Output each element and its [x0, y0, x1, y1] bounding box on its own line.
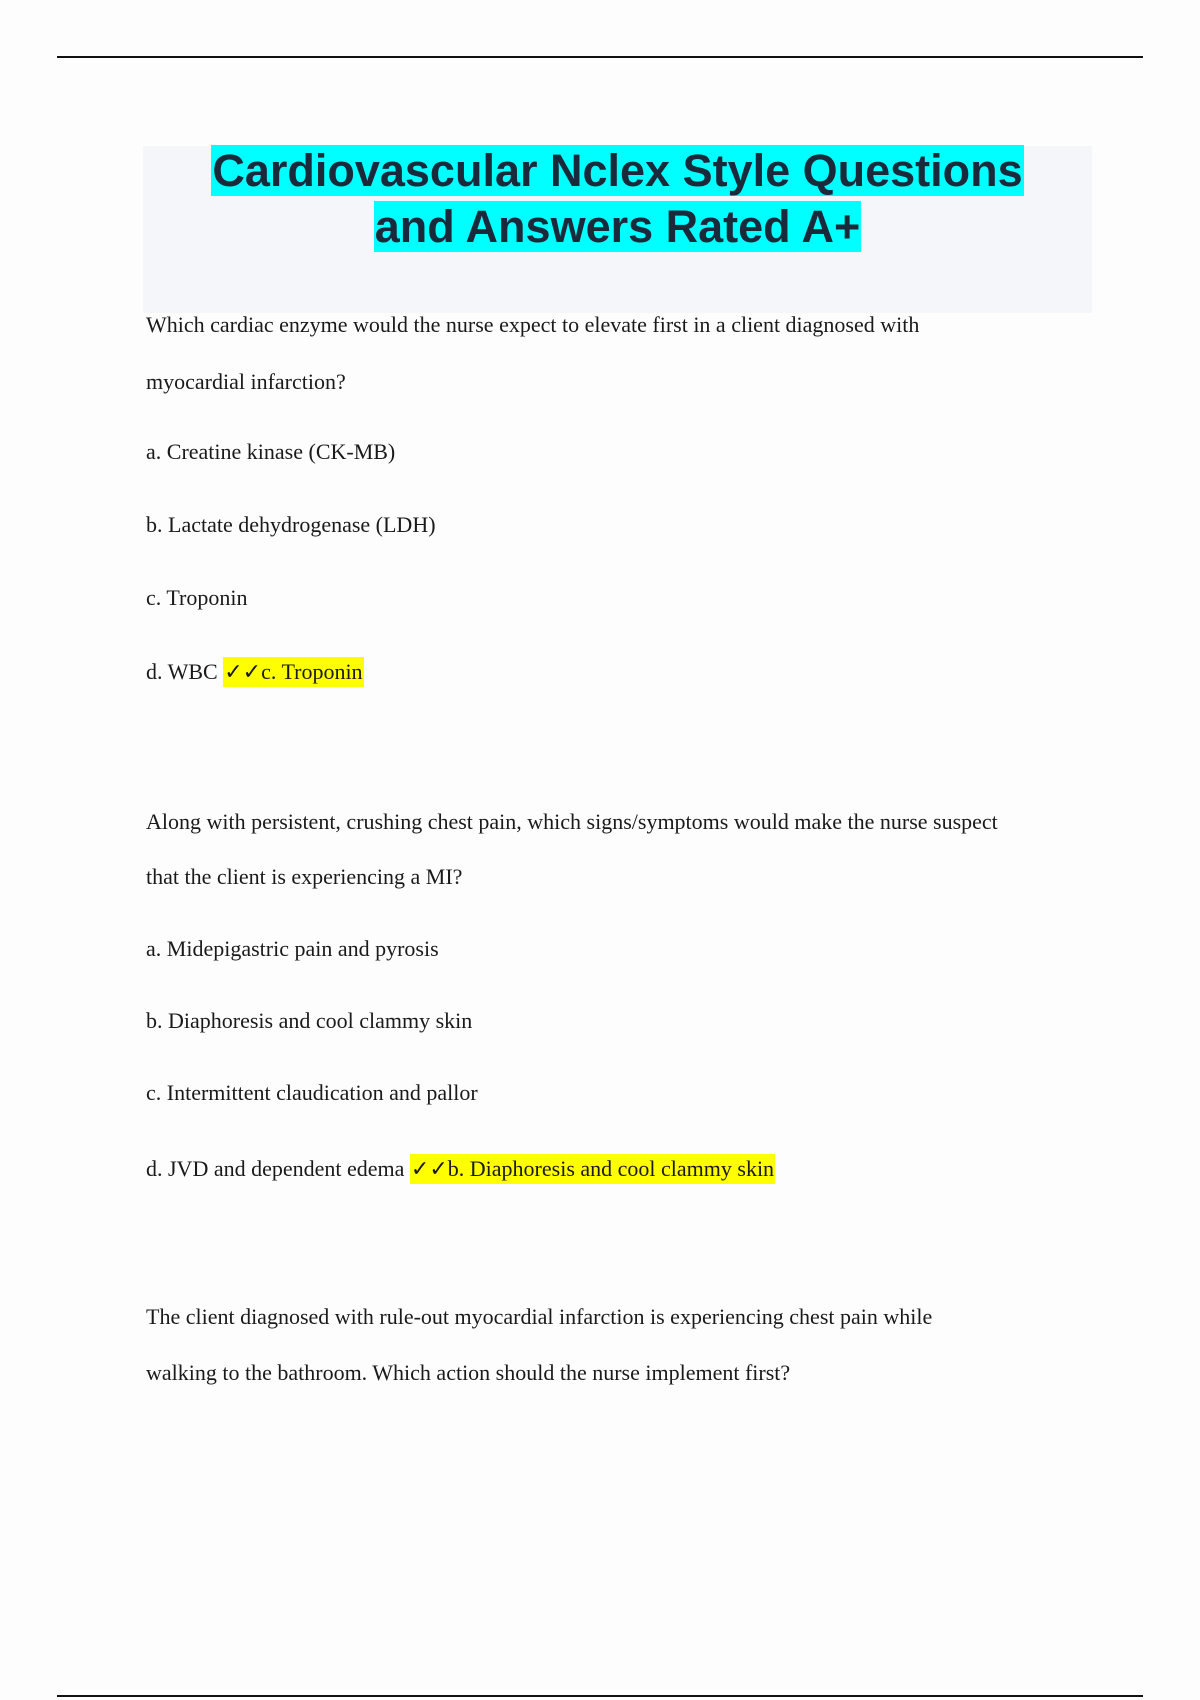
question-1-option-c: c. Troponin [146, 585, 248, 610]
question-2-option-d-line [146, 1155, 775, 1183]
question-2-option-b: b. Diaphoresis and cool clammy skin [146, 1008, 473, 1033]
question-1-option-d-line [146, 658, 364, 686]
question-2-option-d: d. JVD and dependent edema [146, 1156, 405, 1181]
title-line-2: and Answers Rated A+ [374, 201, 861, 252]
question-1-stem-line-2: myocardial infarction? [146, 369, 346, 394]
question-1-stem-line-1: Which cardiac enzyme would the nurse expect to elevate first in a client diagnosed with [146, 312, 920, 337]
question-2-answer-highlight: ✓✓b. Diaphoresis and cool clammy skin [410, 1154, 775, 1184]
question-1-option-d: d. WBC [146, 659, 218, 684]
header-rule [57, 56, 1143, 58]
question-1-answer-highlight: ✓✓c. Troponin [223, 657, 363, 687]
question-3-stem-line-2: walking to the bathroom. Which action should the nurse implement first? [146, 1360, 791, 1385]
title-line-1: Cardiovascular Nclex Style Questions [212, 145, 1023, 196]
question-1-option-b: b. Lactate dehydrogenase (LDH) [146, 512, 436, 537]
question-2-stem-line-2: that the client is experiencing a MI? [146, 864, 463, 889]
document-title [143, 143, 1092, 255]
question-2-stem-line-1: Along with persistent, crushing chest pain, which signs/symptoms would make the nurse suspect [146, 809, 998, 834]
question-2-option-c: c. Intermittent claudication and pallor [146, 1080, 478, 1105]
question-3-stem-line-1: The client diagnosed with rule-out myocardial infarction is experiencing chest pain while [146, 1304, 933, 1329]
footer-rule [57, 1695, 1143, 1697]
question-2-option-a: a. Midepigastric pain and pyrosis [146, 936, 439, 961]
question-1-option-a: a. Creatine kinase (CK-MB) [146, 439, 396, 464]
